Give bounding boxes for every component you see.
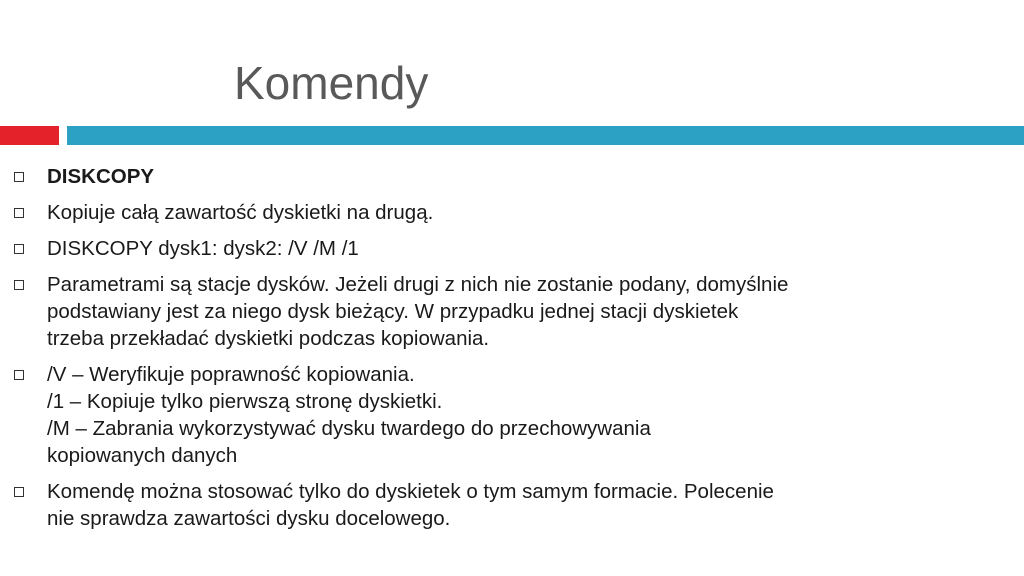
square-bullet-icon xyxy=(14,244,24,254)
bullet-text: Parametrami są stacje dysków. Jeżeli drugi z nich nie zostanie podany, domyślnie xyxy=(47,273,789,296)
square-bullet-icon xyxy=(14,487,24,497)
bullet-text: DISKCOPY dysk1: dysk2: /V /M /1 xyxy=(47,237,359,260)
bullet-item xyxy=(14,271,974,352)
square-bullet-icon xyxy=(14,370,24,380)
bullet-text: Komendę można stosować tylko do dyskietek o tym samym formacie. Polecenie xyxy=(47,480,774,503)
bullet-text: /M – Zabrania wykorzystywać dysku twardego do przechowywania xyxy=(47,417,651,440)
bullet-list xyxy=(14,163,974,541)
bullet-item xyxy=(14,478,974,532)
accent-bar-blue xyxy=(67,126,1024,145)
slide-title: Komendy xyxy=(234,57,429,109)
bullet-text: Kopiuje całą zawartość dyskietki na drugą. xyxy=(47,201,434,224)
square-bullet-icon xyxy=(14,208,24,218)
bullet-text: podstawiany jest za niego dysk bieżący. W przypadku jednej stacji dyskietek xyxy=(47,300,739,323)
bullet-item xyxy=(14,163,974,190)
bullet-text: /1 – Kopiuje tylko pierwszą stronę dyskietki. xyxy=(47,390,443,413)
square-bullet-icon xyxy=(14,280,24,290)
bullet-item xyxy=(14,199,974,226)
accent-bar-red xyxy=(0,126,59,145)
bullet-text: trzeba przekładać dyskietki podczas kopiowania. xyxy=(47,327,490,350)
bullet-item xyxy=(14,361,974,469)
bullet-text: DISKCOPY xyxy=(47,165,155,188)
bullet-text: kopiowanych danych xyxy=(47,444,238,467)
bullet-text: /V – Weryfikuje poprawność kopiowania. xyxy=(47,363,415,386)
bullet-text: nie sprawdza zawartości dysku docelowego. xyxy=(47,507,451,530)
square-bullet-icon xyxy=(14,172,24,182)
bullet-item xyxy=(14,235,974,262)
